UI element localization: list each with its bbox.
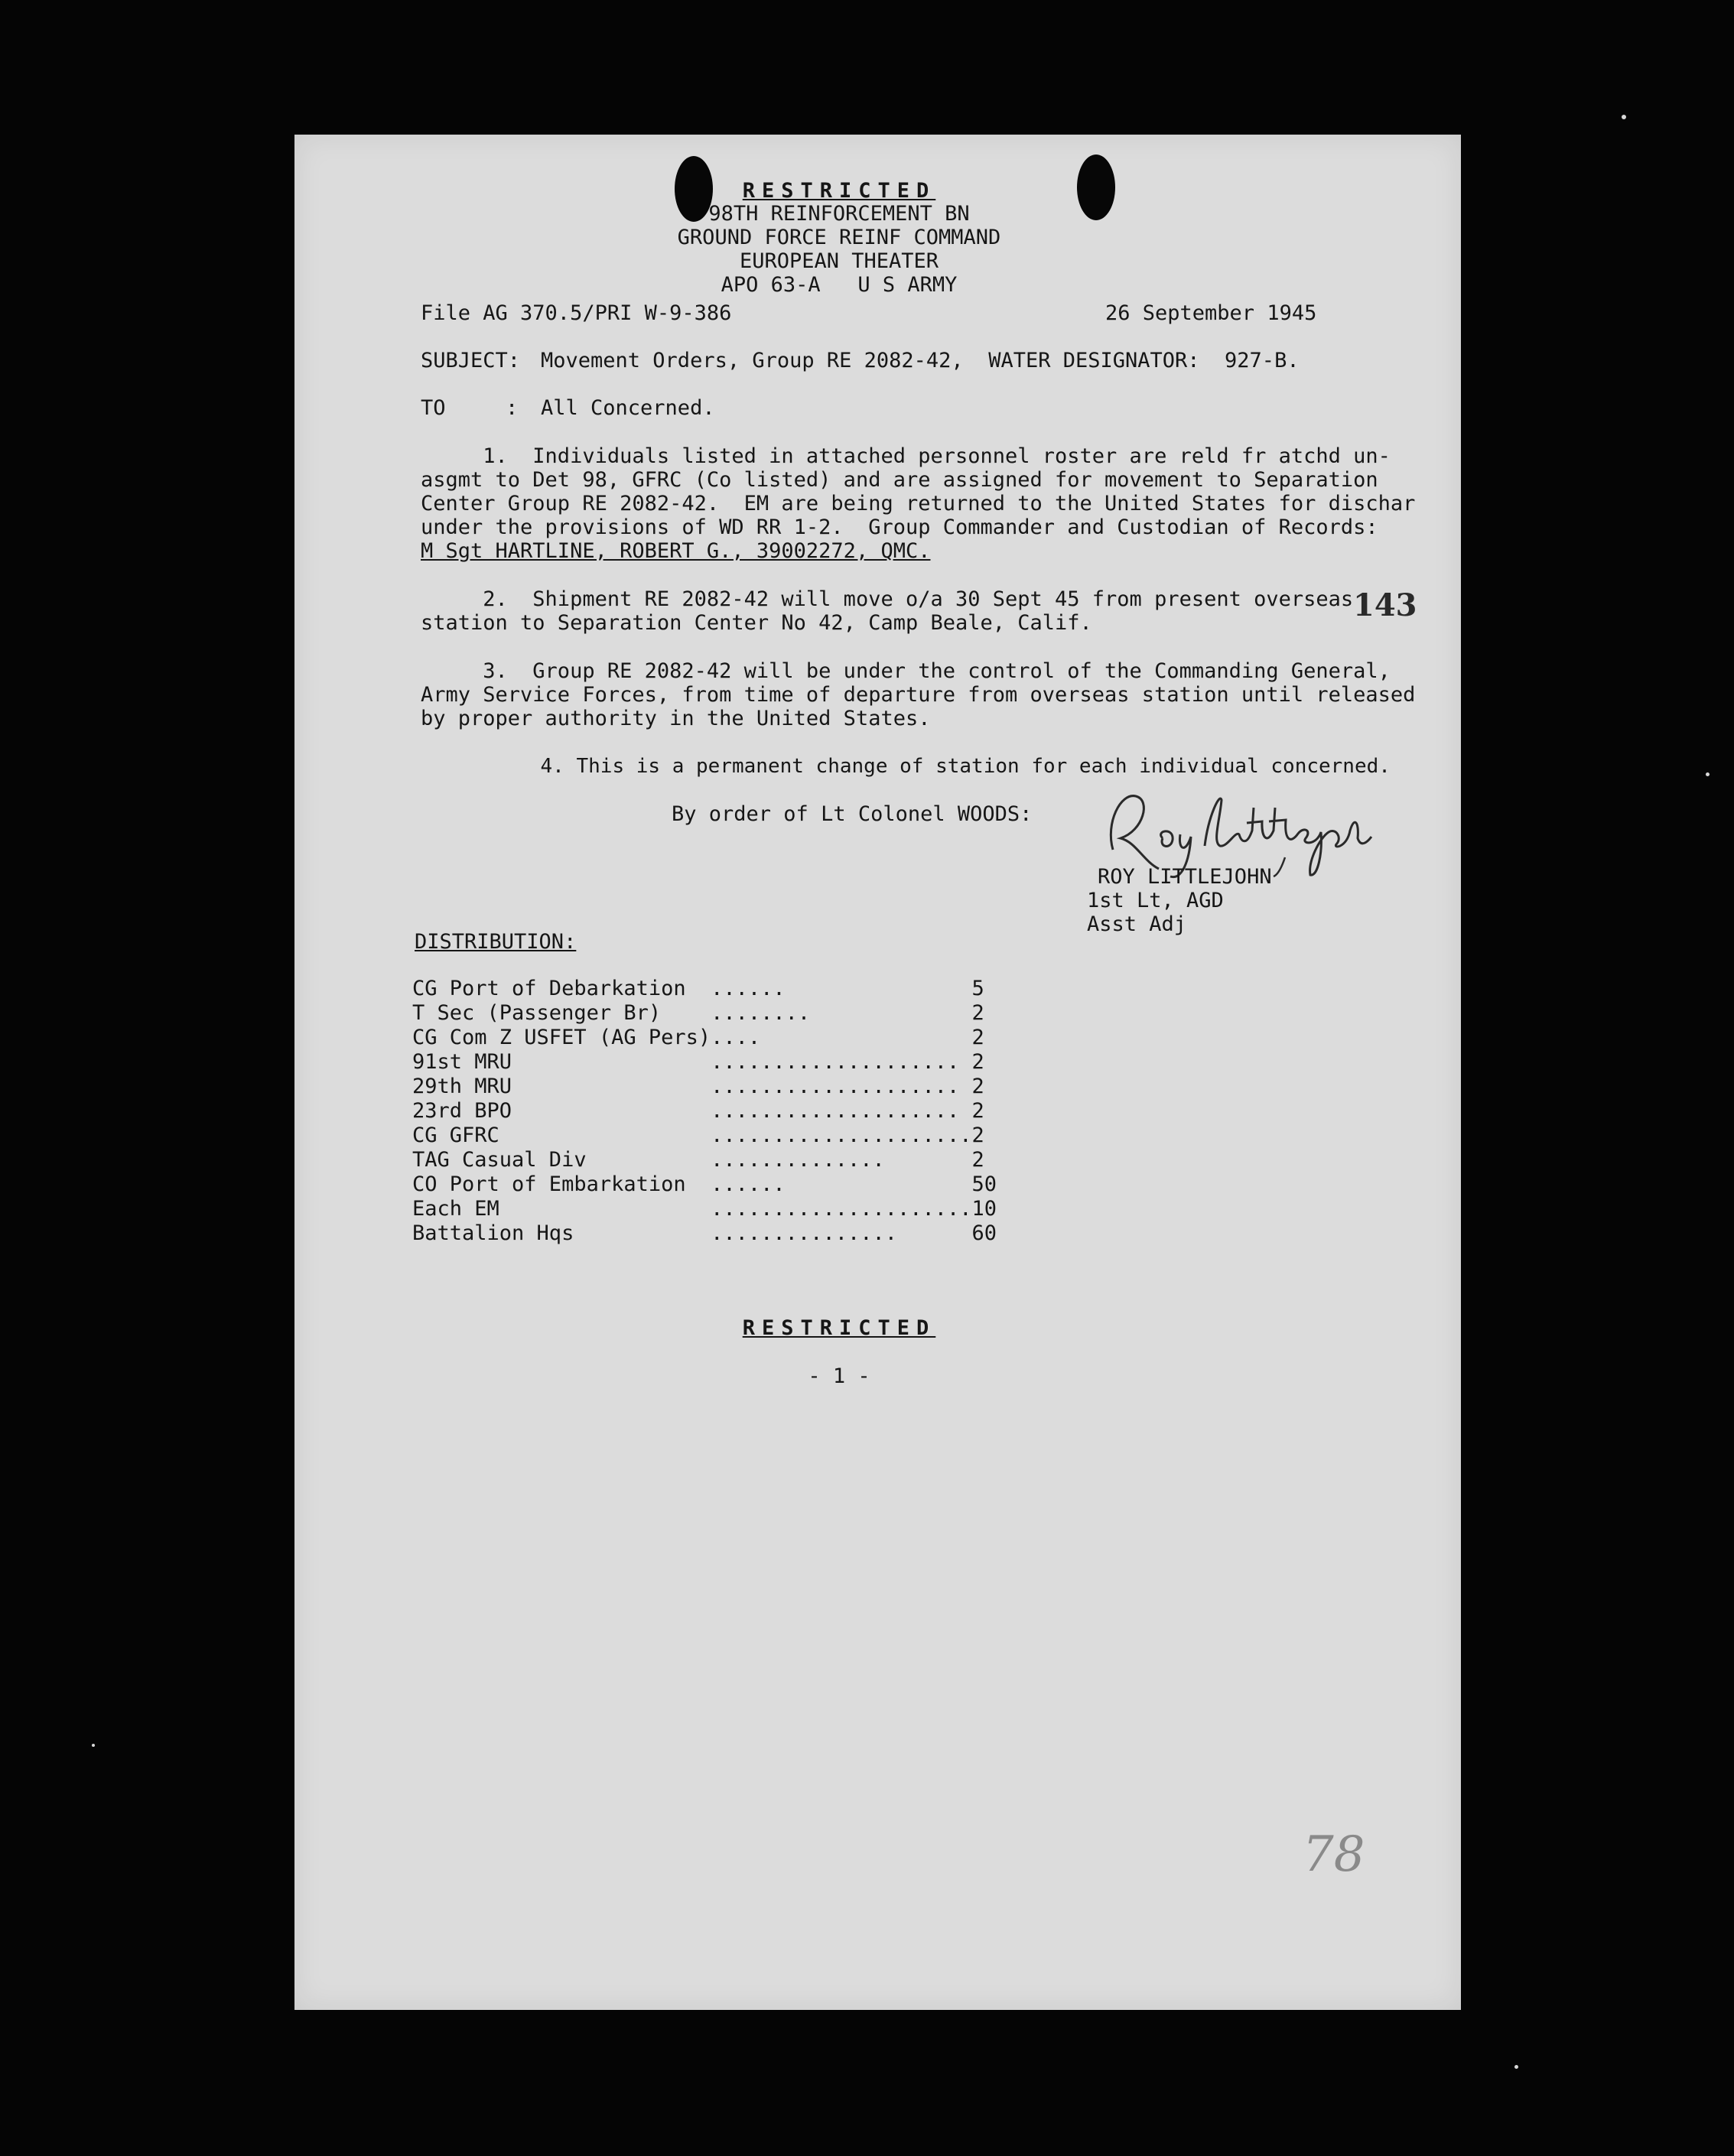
pencil-annotation: 78	[1303, 1826, 1365, 1883]
signer-title: Asst Adj	[1087, 912, 1187, 936]
stamped-number: 143	[1353, 587, 1417, 623]
distribution-row	[412, 1172, 997, 1196]
copies: 50	[971, 1172, 997, 1196]
recipient: CG GFRC	[412, 1123, 499, 1147]
custodian-of-records: M Sgt HARTLINE, ROBERT G., 39002272, QMC.	[421, 539, 931, 563]
recipient: Each EM	[412, 1196, 499, 1221]
para2-line: 2. Shipment RE 2082-42 will move o/a 30 Sept 45 from present overseas	[421, 587, 1354, 611]
leader-dots: .....................	[711, 1123, 972, 1147]
header-command: GROUND FORCE REINF COMMAND	[677, 226, 1001, 249]
subject-text: Movement Orders, Group RE 2082-42, WATER DESIGNATOR: 927-B.	[541, 349, 1300, 372]
para3-line: 3. Group RE 2082-42 will be under the control of the Commanding General,	[421, 659, 1391, 683]
recipient: CG Port of Debarkation	[412, 976, 686, 1000]
distribution-row	[412, 1049, 997, 1074]
leader-dots: ......	[711, 976, 786, 1000]
distribution-list	[412, 976, 997, 1245]
document-page	[294, 135, 1461, 2010]
film-speck	[1706, 772, 1710, 776]
copies: 5	[971, 976, 984, 1000]
leader-dots: ....................	[711, 1098, 960, 1123]
leader-dots: ..............	[711, 1147, 885, 1172]
para1-line: under the provisions of WD RR 1-2. Group Commander and Custodian of Records:	[421, 515, 1378, 539]
distribution-row	[412, 1000, 997, 1025]
recipient: CG Com Z USFET (AG Pers)	[412, 1025, 711, 1049]
recipient: TAG Casual Div	[412, 1147, 587, 1172]
para3-line: by proper authority in the United States.	[421, 707, 931, 730]
para4-line: 4. This is a permanent change of station for each individual concerned.	[421, 755, 1391, 778]
film-speck	[92, 1744, 95, 1747]
signer-rank: 1st Lt, AGD	[1087, 889, 1224, 912]
leader-dots: ....	[711, 1025, 761, 1049]
recipient: 29th MRU	[412, 1074, 512, 1098]
file-reference: File AG 370.5/PRI W-9-386	[421, 301, 732, 325]
recipient: 23rd BPO	[412, 1098, 512, 1123]
film-speck	[1622, 115, 1626, 119]
copies: 2	[971, 1098, 984, 1123]
recipient: CO Port of Embarkation	[412, 1172, 686, 1196]
copies: 60	[971, 1221, 997, 1245]
distribution-row	[412, 1098, 997, 1123]
recipient: T Sec (Passenger Br)	[412, 1000, 662, 1025]
to-label: TO	[421, 396, 446, 420]
recipient: 91st MRU	[412, 1049, 512, 1074]
para1-line: asgmt to Det 98, GFRC (Co listed) and are assigned for movement to Separation	[421, 468, 1378, 492]
by-order-line: By order of Lt Colonel WOODS:	[672, 802, 1033, 826]
distribution-row	[412, 1221, 997, 1245]
header-unit: 98TH REINFORCEMENT BN	[708, 202, 970, 226]
distribution-heading: DISTRIBUTION:	[415, 930, 577, 954]
copies: 10	[971, 1196, 997, 1221]
distribution-row	[412, 1025, 997, 1049]
distribution-row	[412, 1147, 997, 1172]
header-apo: APO 63-A U S ARMY	[721, 273, 958, 297]
film-speck	[1514, 2065, 1518, 2069]
recipient: Battalion Hqs	[412, 1221, 574, 1245]
distribution-row	[412, 1196, 997, 1221]
copies: 2	[971, 1049, 984, 1074]
footer-classification: RESTRICTED	[742, 1316, 936, 1340]
para2-line: station to Separation Center No 42, Camp Beale, Calif.	[421, 611, 1092, 635]
page-number: - 1 -	[808, 1364, 870, 1388]
subject-label: SUBJECT:	[421, 349, 521, 372]
leader-dots: ......	[711, 1172, 786, 1196]
copies: 2	[971, 1000, 984, 1025]
copies: 2	[971, 1025, 984, 1049]
leader-dots: ....................	[711, 1049, 960, 1074]
header-classification: RESTRICTED	[742, 179, 936, 203]
leader-dots: ...............	[711, 1221, 897, 1245]
to-text: All Concerned.	[541, 396, 715, 420]
leader-dots: ........	[711, 1000, 811, 1025]
to-separator: :	[506, 396, 519, 420]
distribution-row	[412, 1123, 997, 1147]
header-theater: EUROPEAN THEATER	[739, 249, 939, 273]
distribution-row	[412, 976, 997, 1000]
copies: 2	[971, 1123, 984, 1147]
copies: 2	[971, 1074, 984, 1098]
distribution-row	[412, 1074, 997, 1098]
leader-dots: .....................	[711, 1196, 972, 1221]
para3-line: Army Service Forces, from time of departure from overseas station until released	[421, 683, 1416, 707]
document-date: 26 September 1945	[1105, 301, 1317, 325]
para1-line: Center Group RE 2082-42. EM are being returned to the United States for dischar	[421, 492, 1416, 515]
para1-line: 1. Individuals listed in attached personnel roster are reld fr atchd un-	[421, 444, 1391, 468]
leader-dots: ....................	[711, 1074, 960, 1098]
copies: 2	[971, 1147, 984, 1172]
signer-name: ROY LITTLEJOHN	[1098, 865, 1272, 889]
